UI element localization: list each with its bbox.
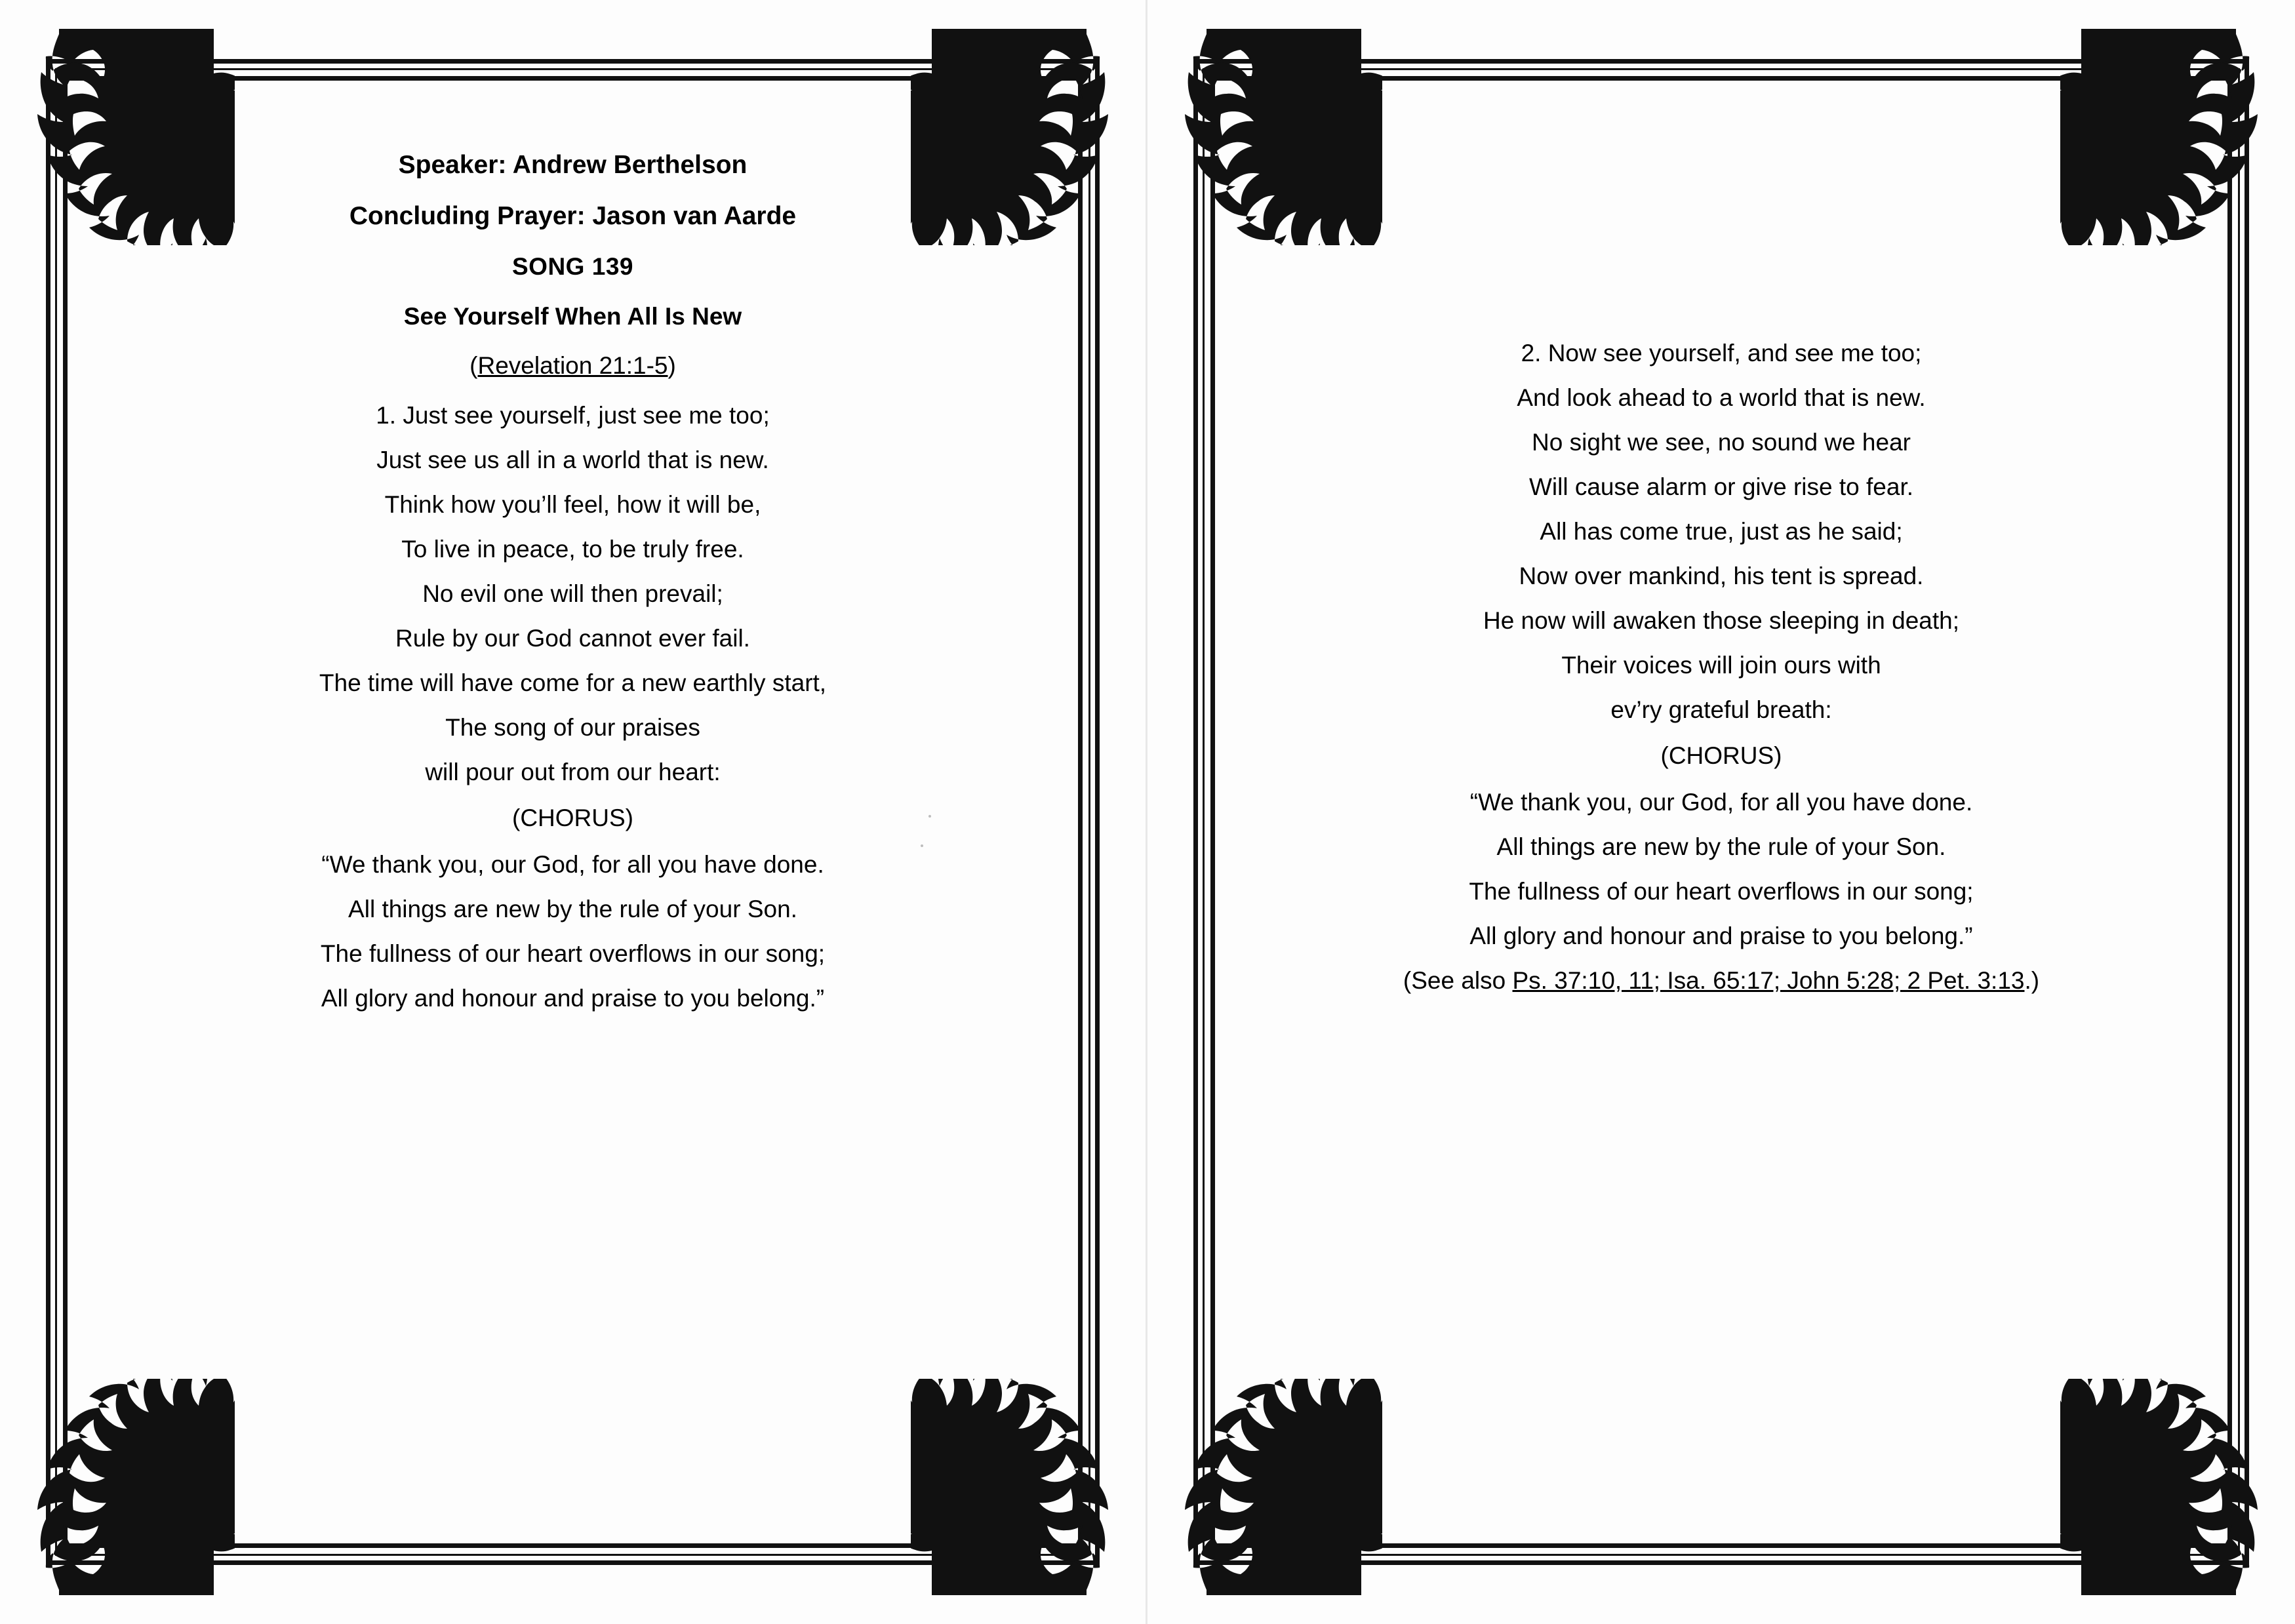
song-number: SONG 139 bbox=[512, 253, 633, 280]
page-right bbox=[1148, 0, 2295, 1624]
lyric-line: Think how you’ll feel, how it will be, bbox=[384, 491, 761, 518]
corner-flourish-bottom-left-icon bbox=[18, 1379, 235, 1595]
song-title: See Yourself When All Is New bbox=[403, 303, 742, 330]
lyric-line: He now will awaken those sleeping in death; bbox=[1483, 607, 1960, 634]
lyric-line: All things are new by the rule of your Son. bbox=[1496, 833, 1946, 860]
lyric-line: “We thank you, our God, for all you have done. bbox=[1469, 789, 1973, 816]
speaker-credit bbox=[98, 151, 1047, 180]
left-page-content bbox=[98, 151, 1047, 1031]
lyric-line: Just see us all in a world that is new. bbox=[376, 446, 769, 473]
lyric-line: “We thank you, our God, for all you have done. bbox=[321, 851, 824, 878]
lyric-line: To live in peace, to be truly free. bbox=[401, 536, 744, 563]
chorus-marker: (CHORUS) bbox=[512, 804, 633, 831]
lyric-line: All has come true, just as he said; bbox=[1540, 518, 1903, 545]
see-also-note bbox=[1246, 968, 2197, 993]
concluding-prayer-name: Jason van Aarde bbox=[585, 202, 797, 230]
chorus-marker: (CHORUS) bbox=[1660, 742, 1782, 769]
lyric-line: Now over mankind, his tent is spread. bbox=[1519, 563, 1924, 589]
right-page-content bbox=[1246, 341, 2197, 1013]
lyric-line: All glory and honour and praise to you belong.” bbox=[321, 985, 825, 1012]
corner-flourish-bottom-right-icon bbox=[2060, 1379, 2277, 1595]
lyric-line: No evil one will then prevail; bbox=[422, 580, 723, 607]
lyric-line: And look ahead to a world that is new. bbox=[1517, 384, 1926, 411]
lyric-line: All glory and honour and praise to you belong.” bbox=[1469, 922, 1973, 949]
corner-flourish-bottom-left-icon bbox=[1166, 1379, 1382, 1595]
lyric-line: Rule by our God cannot ever fail. bbox=[395, 625, 750, 652]
concluding-prayer-label: Concluding Prayer: bbox=[349, 202, 586, 230]
paper-speck bbox=[921, 844, 923, 847]
lyric-line: ev’ry grateful breath: bbox=[1610, 696, 1832, 723]
lyric-line: The fullness of our heart overflows in our song; bbox=[1469, 878, 1974, 905]
lyric-line: will pour out from our heart: bbox=[425, 759, 721, 785]
see-also-references-link[interactable]: Ps. 37:10, 11; Isa. 65:17; John 5:28; 2 Pet. 3:13 bbox=[1512, 967, 2025, 994]
lyric-line: 2. Now see yourself, and see me too; bbox=[1521, 340, 1922, 366]
corner-flourish-top-left-icon bbox=[1166, 29, 1382, 245]
speaker-label: Speaker: bbox=[398, 151, 507, 179]
scripture-reference: (Revelation 21:1-5) bbox=[469, 352, 676, 379]
concluding-prayer-credit bbox=[98, 202, 1047, 231]
lyric-line: The song of our praises bbox=[445, 714, 700, 741]
lyric-line: The fullness of our heart overflows in our song; bbox=[320, 940, 826, 967]
lyric-line: Will cause alarm or give rise to fear. bbox=[1528, 473, 1914, 500]
corner-flourish-top-right-icon bbox=[2060, 29, 2277, 245]
speaker-name: Andrew Berthelson bbox=[506, 151, 748, 179]
lyric-line: No sight we see, no sound we hear bbox=[1532, 429, 1911, 456]
lyric-line: All things are new by the rule of your Son. bbox=[348, 896, 797, 922]
scripture-reference-link[interactable]: Revelation 21:1-5 bbox=[477, 352, 668, 379]
paper-speck bbox=[928, 815, 931, 818]
lyric-line: 1. Just see yourself, just see me too; bbox=[376, 402, 770, 429]
see-also-suffix: .) bbox=[2024, 967, 2040, 994]
corner-flourish-bottom-right-icon bbox=[911, 1379, 1127, 1595]
lyric-line: The time will have come for a new earthly start, bbox=[319, 669, 827, 696]
see-also-prefix: (See also bbox=[1403, 967, 1513, 994]
lyric-line: Their voices will join ours with bbox=[1561, 652, 1881, 679]
